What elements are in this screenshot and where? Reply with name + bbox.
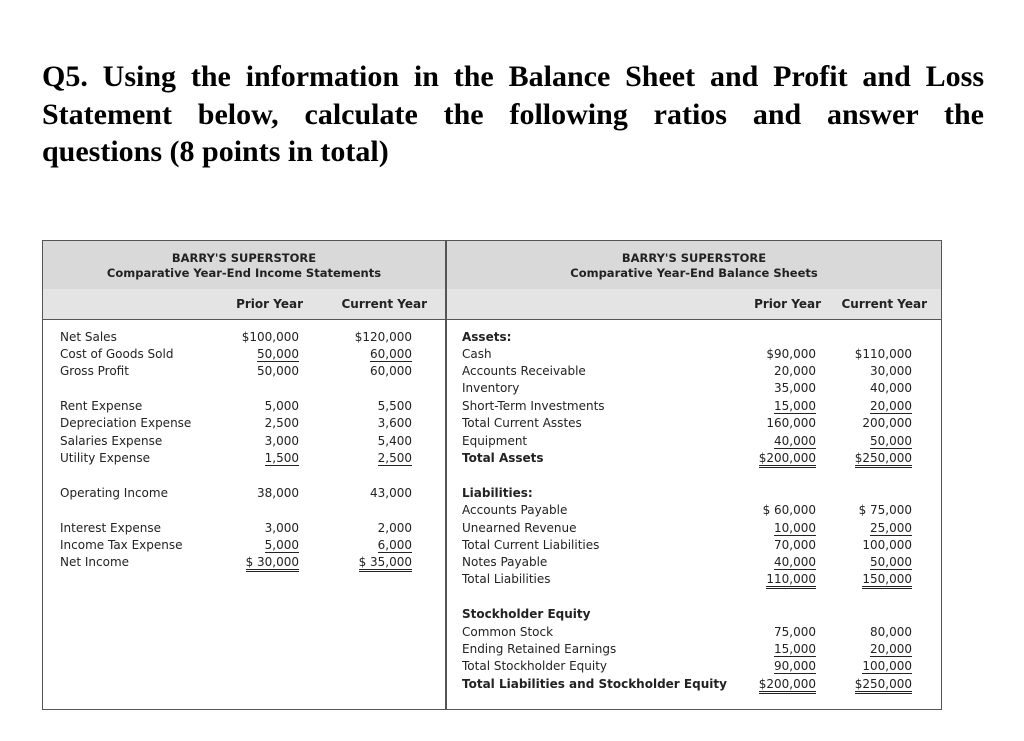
assets-heading: Assets: [462, 330, 512, 344]
income-row-label: Operating Income [60, 486, 168, 500]
income-value-current: 5,500 [377, 399, 412, 413]
balance-row-label: Total Liabilities and Stockholder Equity [462, 677, 727, 691]
income-row-label: Cost of Goods Sold [60, 347, 174, 361]
balance-col-prior: Prior Year [754, 297, 821, 311]
balance-row-label: Total Current Asstes [462, 416, 582, 430]
question-line-1: Q5. Using the information in the Balance Sheet and Profit and Loss [42, 60, 984, 93]
income-col-current: Current Year [341, 297, 427, 311]
balance-value-prior: $200,000 [759, 451, 816, 468]
income-value-current: $120,000 [354, 330, 412, 344]
income-value-current: 3,600 [377, 416, 412, 430]
balance-row-label: Unearned Revenue [462, 521, 577, 535]
balance-value-current: $ 75,000 [858, 503, 912, 517]
balance-value-prior: 75,000 [774, 625, 816, 639]
income-value-current: 60,000 [370, 347, 412, 361]
balance-value-current: 50,000 [870, 434, 912, 448]
balance-value-prior: 15,000 [774, 642, 816, 656]
balance-row-label: Total Assets [462, 451, 544, 465]
balance-col-current: Current Year [841, 297, 927, 311]
income-row-label: Gross Profit [60, 364, 129, 378]
balance-value-prior: 110,000 [766, 572, 816, 589]
income-value-current: 2,500 [377, 451, 412, 465]
balance-company-name: BARRY'S SUPERSTORE [621, 251, 767, 265]
income-statement-subtitle: Comparative Year-End Income Statements [106, 266, 382, 280]
liabilities-heading: Liabilities: [462, 486, 533, 500]
income-value-prior: 1,500 [264, 451, 299, 465]
balance-value-current: 100,000 [862, 659, 912, 673]
balance-value-current: 20,000 [870, 642, 912, 656]
balance-row-label: Common Stock [462, 625, 554, 639]
income-value-current: 43,000 [370, 486, 412, 500]
balance-value-prior: 15,000 [774, 399, 816, 413]
income-value-current: 5,400 [377, 434, 412, 448]
balance-sheet-subtitle: Comparative Year-End Balance Sheets [570, 266, 818, 280]
balance-row-label: Accounts Receivable [462, 364, 586, 378]
income-value-current: 2,000 [377, 521, 412, 535]
question-line-2: Statement below, calculate the following ratios and answer the [42, 97, 984, 131]
balance-value-current: 30,000 [870, 364, 912, 378]
balance-value-prior: 160,000 [766, 416, 816, 430]
balance-value-prior: 20,000 [774, 364, 816, 378]
income-col-prior: Prior Year [236, 297, 303, 311]
balance-value-prior: 70,000 [774, 538, 816, 552]
income-row-label: Rent Expense [60, 399, 143, 413]
income-value-current: 6,000 [377, 538, 412, 552]
balance-row-label: Inventory [462, 381, 520, 395]
income-value-prior: 3,000 [264, 521, 299, 535]
income-value-prior: 5,000 [264, 538, 299, 552]
balance-value-current: 20,000 [870, 399, 912, 413]
question-text [42, 58, 984, 171]
balance-value-prior: $90,000 [766, 347, 816, 361]
income-value-current: 60,000 [370, 364, 412, 378]
balance-value-prior: 35,000 [774, 381, 816, 395]
balance-value-current: 80,000 [870, 625, 912, 639]
balance-value-current: 100,000 [862, 538, 912, 552]
income-row-label: Depreciation Expense [60, 416, 192, 430]
income-company-name: BARRY'S SUPERSTORE [171, 251, 317, 265]
balance-value-current: 25,000 [870, 521, 912, 535]
income-row-label: Salaries Expense [60, 434, 163, 448]
balance-row-label: Notes Payable [462, 555, 548, 569]
balance-value-current: $250,000 [855, 451, 912, 468]
balance-sheet-title [447, 251, 941, 281]
income-value-prior: 5,000 [264, 399, 299, 413]
balance-row-label: Accounts Payable [462, 503, 568, 517]
balance-row-label: Cash [462, 347, 492, 361]
financial-statements-table [42, 240, 942, 710]
income-value-prior: $100,000 [241, 330, 299, 344]
income-statement-title [43, 251, 445, 281]
income-value-prior: 38,000 [257, 486, 299, 500]
balance-value-prior: 40,000 [774, 434, 816, 448]
income-row-label: Net Sales [60, 330, 117, 344]
income-value-prior: 50,000 [257, 347, 299, 361]
balance-row-label: Total Current Liabilities [462, 538, 600, 552]
income-row-label: Net Income [60, 555, 130, 569]
balance-value-prior: $200,000 [759, 677, 816, 694]
statements-divider [445, 241, 447, 709]
balance-value-current: 40,000 [870, 381, 912, 395]
income-value-prior: 3,000 [264, 434, 299, 448]
income-row-label: Utility Expense [60, 451, 151, 465]
income-value-prior: 2,500 [264, 416, 299, 430]
balance-value-current: $250,000 [855, 677, 912, 694]
balance-value-current: 150,000 [862, 572, 912, 589]
balance-value-prior: $ 60,000 [762, 503, 816, 517]
balance-row-label: Total Liabilities [462, 572, 551, 586]
balance-row-label: Equipment [462, 434, 528, 448]
balance-value-current: $110,000 [854, 347, 912, 361]
balance-value-current: 200,000 [862, 416, 912, 430]
income-value-current: $ 35,000 [359, 555, 412, 572]
balance-row-label: Short-Term Investments [462, 399, 605, 413]
income-value-prior: $ 30,000 [246, 555, 299, 572]
question-line-3: questions (8 points in total) [42, 135, 389, 168]
balance-row-label: Ending Retained Earnings [462, 642, 617, 656]
balance-value-prior: 10,000 [774, 521, 816, 535]
balance-row-label: Total Stockholder Equity [462, 659, 608, 673]
income-row-label: Income Tax Expense [60, 538, 183, 552]
income-row-label: Interest Expense [60, 521, 161, 535]
balance-value-prior: 90,000 [774, 659, 816, 673]
balance-value-current: 50,000 [870, 555, 912, 569]
equity-heading: Stockholder Equity [462, 607, 591, 621]
balance-value-prior: 40,000 [774, 555, 816, 569]
income-value-prior: 50,000 [257, 364, 299, 378]
